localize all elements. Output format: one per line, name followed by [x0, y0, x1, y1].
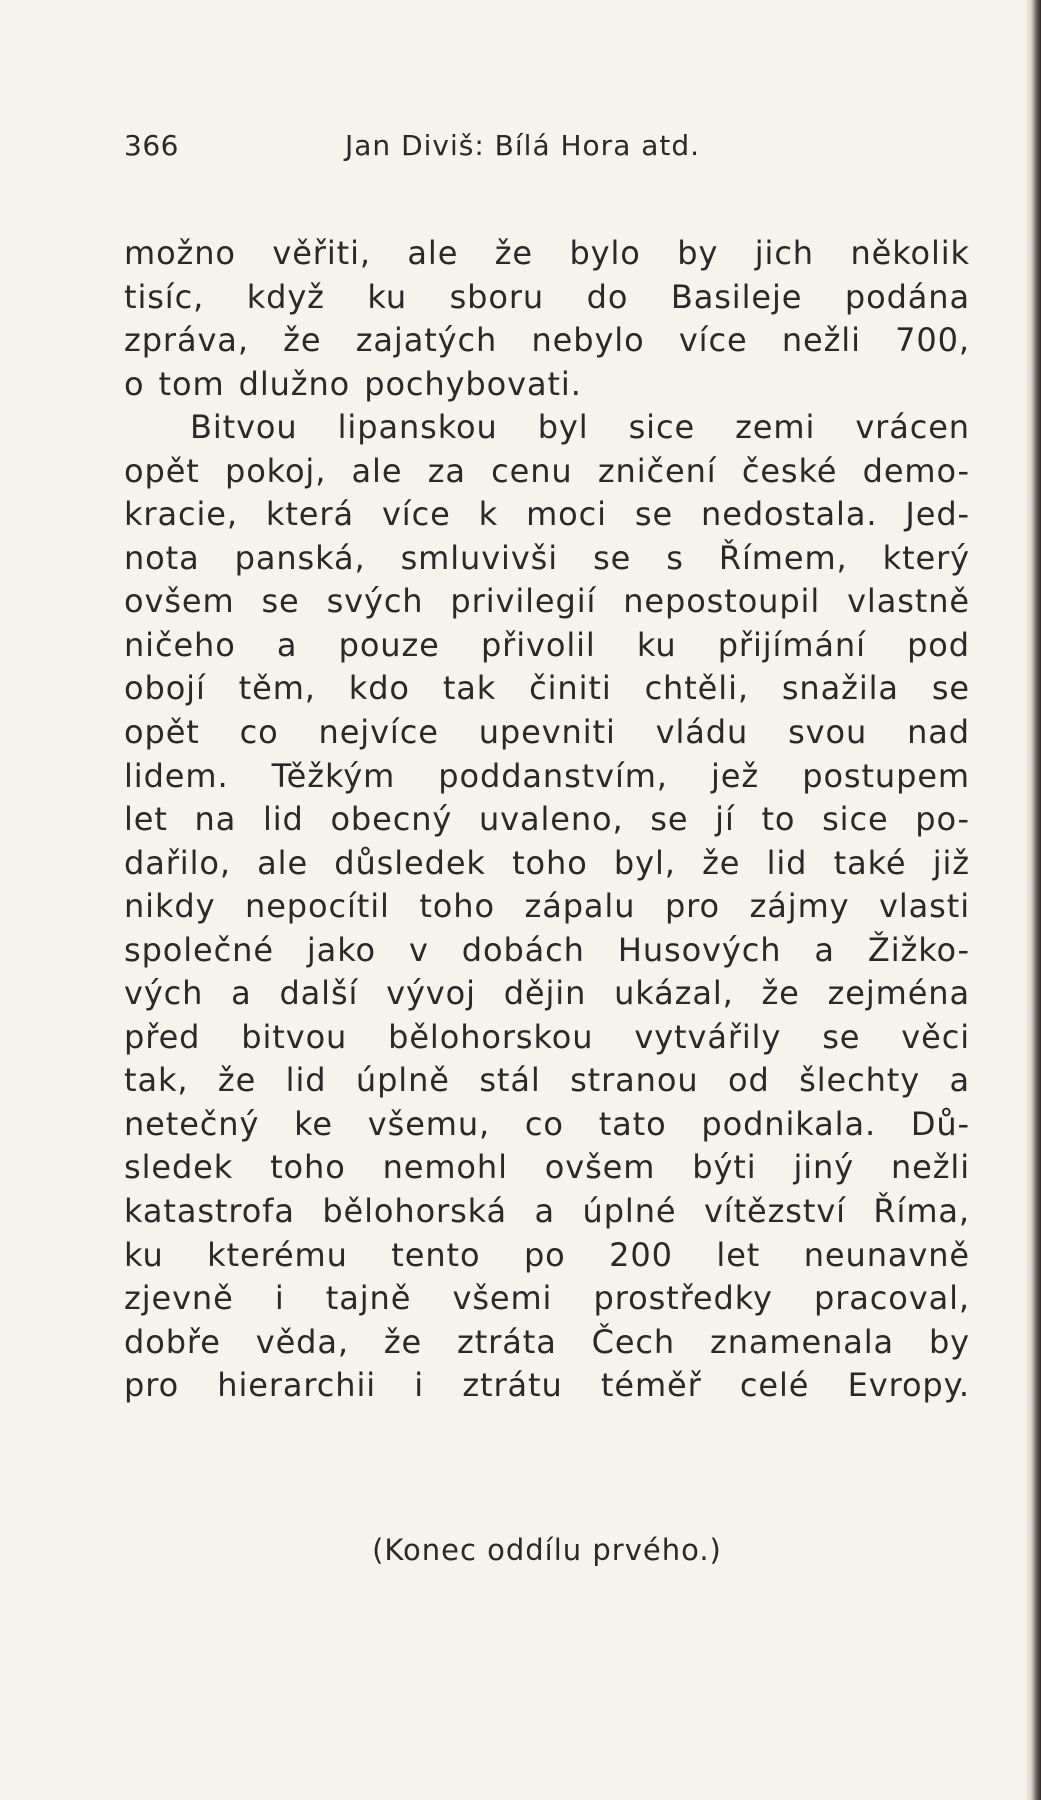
- text-line: opět co nejvíce upevniti vládu svou nad: [124, 713, 970, 752]
- text-line: netečný ke všemu, co tato podnikala. Dů-: [124, 1104, 970, 1143]
- text-line: let na lid obecný uvaleno, se jí to sice po-: [124, 800, 970, 839]
- text-line: společné jako v dobách Husových a Žižko-: [124, 930, 970, 969]
- page-number: 366: [124, 129, 179, 162]
- text-line: nota panská, smluvivši se s Římem, který: [124, 538, 970, 577]
- text-line: pro hierarchii i ztrátu téměř celé Evropy.: [124, 1366, 970, 1405]
- text-line: Bitvou lipanskou byl sice zemi vrácen: [190, 408, 970, 447]
- text-line: opět pokoj, ale za cenu zničení české demo-: [124, 451, 970, 490]
- text-line: o tom dlužno pochybovati.: [124, 364, 582, 403]
- text-line: vých a další vývoj dějin ukázal, že zejména: [124, 974, 970, 1013]
- text-line: dařilo, ale důsledek toho byl, že lid také již: [124, 843, 970, 882]
- text-line: tisíc, když ku sboru do Basileje podána: [124, 277, 970, 316]
- text-line: tak, že lid úplně stál stranou od šlechty a: [124, 1061, 970, 1100]
- text-line: ovšem se svých privilegií nepostoupil vlastně: [124, 582, 970, 621]
- text-line: dobře věda, že ztráta Čech znamenala by: [124, 1322, 970, 1361]
- text-line: katastrofa bělohorská a úplné vítězství Říma,: [124, 1192, 970, 1231]
- text-line: možno věřiti, ale že bylo by jich několik: [124, 234, 970, 272]
- text-line: před bitvou bělohorskou vytvářily se věci: [124, 1017, 970, 1056]
- text-line: obojí těm, kdo tak činiti chtěli, snažila se: [124, 669, 970, 708]
- running-head: Jan Diviš: Bílá Hora atd.: [345, 129, 701, 162]
- text-line: nikdy nepocítil toho zápalu pro zájmy vlasti: [124, 887, 970, 926]
- text-line: sledek toho nemohl ovšem býti jiný nežli: [124, 1148, 970, 1187]
- section-end-note: (Konec oddílu prvého.): [372, 1533, 722, 1567]
- page-header: [124, 126, 754, 166]
- body-text: [124, 232, 970, 1408]
- text-line: ku kterému tento po 200 let neunavně: [124, 1235, 970, 1274]
- text-line: ničeho a pouze přivolil ku přijímání pod: [124, 625, 970, 664]
- text-line: kracie, která více k moci se nedostala. Jed-: [124, 495, 970, 534]
- page-edge: [1025, 0, 1041, 1800]
- text-line: lidem. Těžkým poddanstvím, jež postupem: [124, 756, 970, 795]
- text-line: zpráva, že zajatých nebylo více nežli 700,: [124, 321, 970, 360]
- text-line: zjevně i tajně všemi prostředky pracoval,: [124, 1279, 970, 1318]
